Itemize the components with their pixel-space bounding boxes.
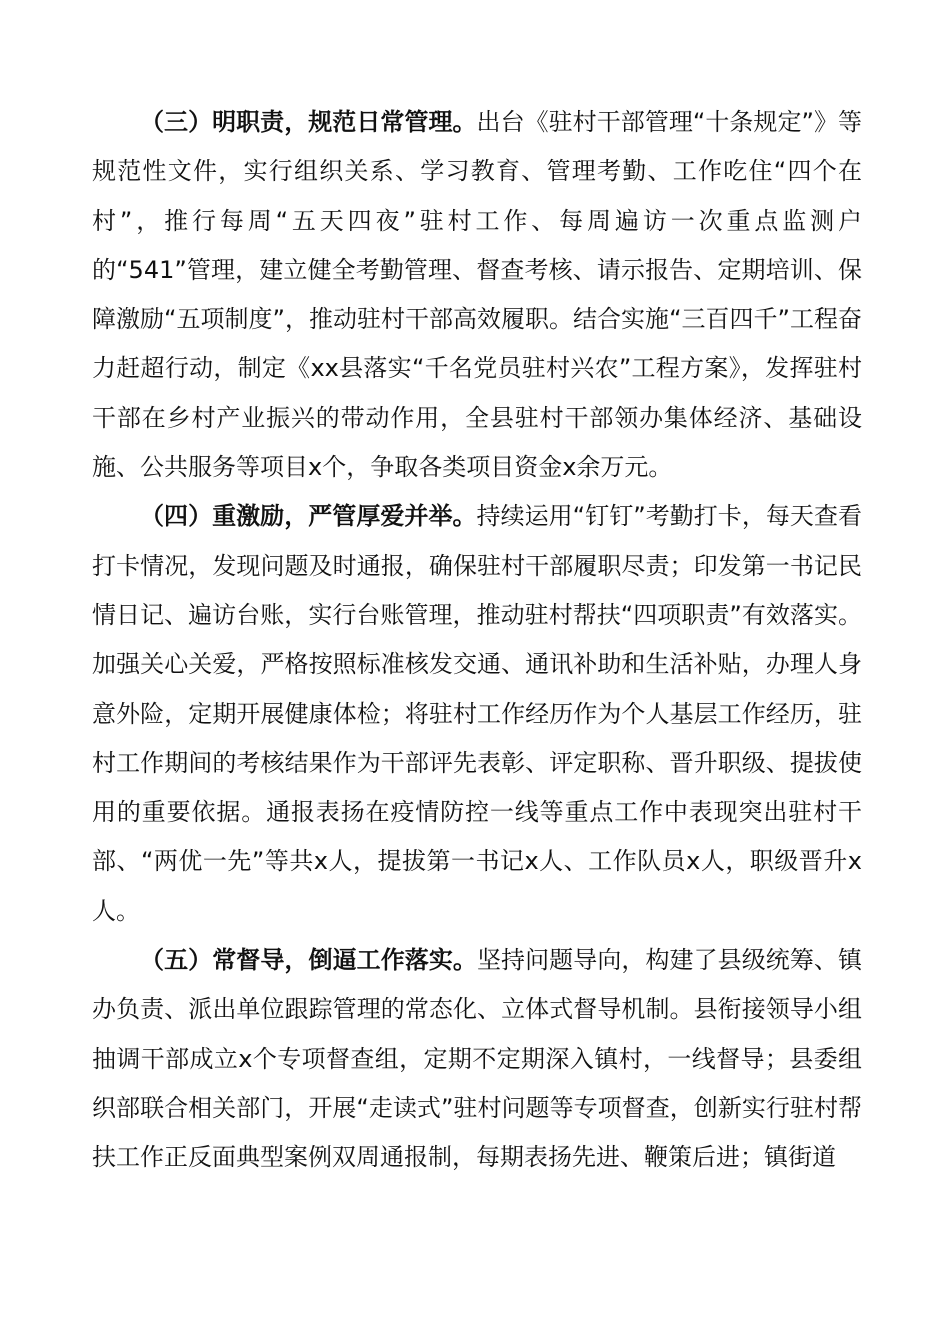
paragraph-section-5 [92, 936, 862, 1182]
document-page [92, 98, 862, 1183]
section-body: 持续运用“钉钉”考勤打卡，每天查看打卡情况，发现问题及时通报，确保驻村干部履职尽责；印发第一书记民情日记、遍访台账，实行台账管理，推动驻村帮扶“四项职责”有效落实。加强关心关爱，严格按照标准核发交通、通讯补助和生活补贴，办理人身意外险，定期开展健康体检；将驻村工作经历作为个人基层工作经历，驻村工作期间的考核结果作为干部评先表彰、评定职称、晋升职级、提拔使用的重要依据。通报表扬在疫情防控一线等重点工作中表现突出驻村干部、“两优一先”等共x人，提拔第一书记x人、工作队员x人，职级晋升x人。 [92, 502, 862, 925]
paragraph-section-3 [92, 98, 862, 492]
section-body: 出台《驻村干部管理“十条规定”》等规范性文件，实行组织关系、学习教育、管理考勤、工作吃住“四个在村”，推行每周“五天四夜”驻村工作、每周遍访一次重点监测户的“541”管理，建立健全考勤管理、督查考核、请示报告、定期培训、保障激励“五项制度”，推动驻村干部高效履职。结合实施“三百四千”工程奋力赶超行动，制定《xx县落实“千名党员驻村兴农”工程方案》，发挥驻村干部在乡村产业振兴的带动作用，全县驻村干部领办集体经济、基础设施、公共服务等项目x个，争取各类项目资金x余万元。 [92, 108, 862, 482]
section-body: 坚持问题导向，构建了县级统筹、镇办负责、派出单位跟踪管理的常态化、立体式督导机制。县衔接领导小组抽调干部成立x个专项督查组，定期不定期深入镇村，一线督导；县委组织部联合相关部门，开展“走读式”驻村问题等专项督查，创新实行驻村帮扶工作正反面典型案例双周通报制，每期表扬先进、鞭策后进；镇街道 [92, 946, 863, 1172]
section-heading: （三）明职责，规范日常管理。 [140, 108, 477, 136]
paragraph-section-4 [92, 492, 862, 936]
section-heading: （四）重激励，严管厚爱并举。 [140, 502, 477, 531]
section-heading: （五）常督导，倒逼工作落实。 [140, 946, 477, 975]
